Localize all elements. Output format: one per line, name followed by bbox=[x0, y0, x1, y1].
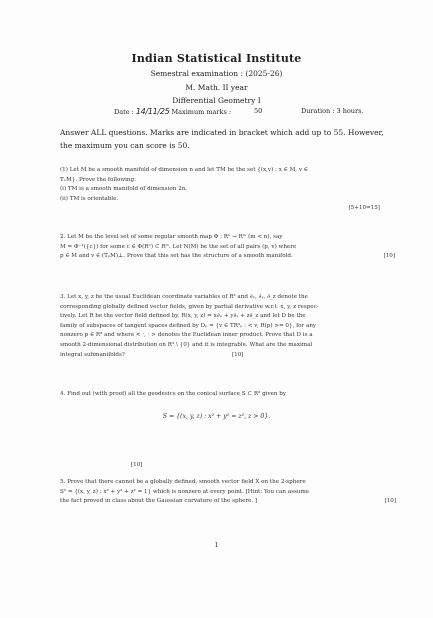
q1-line4: (ii) TM is orientable. bbox=[60, 195, 119, 202]
question-5 bbox=[60, 478, 396, 507]
q4-line1: 4. Find out (with proof) all the geodesics on the conical surface S ⊂ R³ given by bbox=[60, 391, 287, 397]
q1-line1: (1) Let M be a smooth manifold of dimension n and let TM be the set {(x,v) : x ∈ M, v ∈ bbox=[60, 167, 308, 173]
q3-line3: tively. Let R be the vector field defined by, R(x, y, z) = x∂ₓ + y∂ᵧ + z∂_z and let D be the bbox=[60, 313, 306, 320]
q1-line2: TₓM}. Prove the following: bbox=[60, 176, 136, 183]
q2-line1: 2. Let M be the level set of some regular smooth map Φ : Rⁿ → Rᵐ (m < n), say bbox=[60, 234, 283, 240]
q1-marks: [5+10=15] bbox=[348, 205, 380, 211]
q1-line3: (i) TM is a smooth manifold of dimension 2n. bbox=[60, 186, 188, 193]
question-3 bbox=[60, 293, 396, 360]
question-2 bbox=[60, 233, 395, 262]
q3-line7: integral submanifolds? bbox=[60, 351, 125, 358]
q2-line3: p ∈ M and v ∈ (TₚM)⊥. Prove that this set has the structure of a smooth manifold. bbox=[60, 253, 293, 260]
max-marks-value: 50 bbox=[254, 107, 263, 115]
q3-line2: corresponding globally defined vector fields, given by partial derivative w.r.t. x, y, z respec- bbox=[60, 303, 319, 310]
date-label: Date : bbox=[114, 108, 134, 116]
page-number: 1 bbox=[214, 542, 219, 549]
q3-line4: family of subspaces of tangent spaces defined by Dₚ = {v ∈ TR³ₚ : < v, R(p) >= 0}, for any bbox=[60, 322, 317, 329]
q3-line6: smooth 2-dimensional distribution on R³ \ {0} and it is integrable. What are the maximal bbox=[60, 341, 313, 348]
exam-duration: Duration : 3 hours. bbox=[301, 107, 364, 115]
q5-line3: the fact proved in class about the Gaussian curvature of the sphere. ] bbox=[60, 498, 258, 505]
q4-equation: S = {(x, y, z) : x² + y² = z², z > 0}. bbox=[162, 413, 271, 420]
marks-label: Maximum marks : bbox=[171, 108, 232, 116]
institute-title: Indian Statistical Institute bbox=[131, 52, 302, 65]
exam-subtitle: Semestral examination : (2025-26) bbox=[150, 69, 283, 78]
course-name: Differential Geometry I bbox=[172, 96, 261, 105]
question-1 bbox=[60, 166, 380, 211]
q5-marks: [10] bbox=[384, 498, 396, 504]
q3-marks: [10] bbox=[232, 351, 244, 358]
program-line: M. Math. II year bbox=[185, 83, 248, 92]
q5-line2: S² = {(x, y, z) : x² + y² + z² = 1} which is nonzero at every point. [Hint: You can assume bbox=[60, 488, 310, 495]
q2-line2: M = Φ⁻¹({c}) for some c ∈ Φ(Rⁿ) ⊂ Rᵐ. Let N(M) be the set of all pairs (p, v) where bbox=[60, 243, 297, 250]
instructions: Answer ALL questions. Marks are indicated in bracket which add up to 55. However, the maximum you can score is 50. bbox=[60, 128, 384, 150]
exam-date bbox=[114, 107, 231, 116]
handwritten-date: 14/11/25 bbox=[135, 107, 170, 116]
q4-marks: [10] bbox=[131, 462, 143, 468]
q3-line1: 3. Let x, y, z be the usual Euclidean coordinate variables of R³ and ∂ₓ, ∂ᵧ, ∂_z denote the bbox=[60, 294, 308, 300]
question-4 bbox=[60, 390, 380, 400]
q2-marks: [10] bbox=[383, 253, 395, 259]
q3-line5: nonzero p ∈ R³ and where < ·, · > denotes the Euclidean inner product. Prove that D is a bbox=[60, 332, 313, 339]
q5-line1: 5. Prove that there cannot be a globally defined, smooth vector field X on the 2-sphere bbox=[60, 479, 306, 485]
